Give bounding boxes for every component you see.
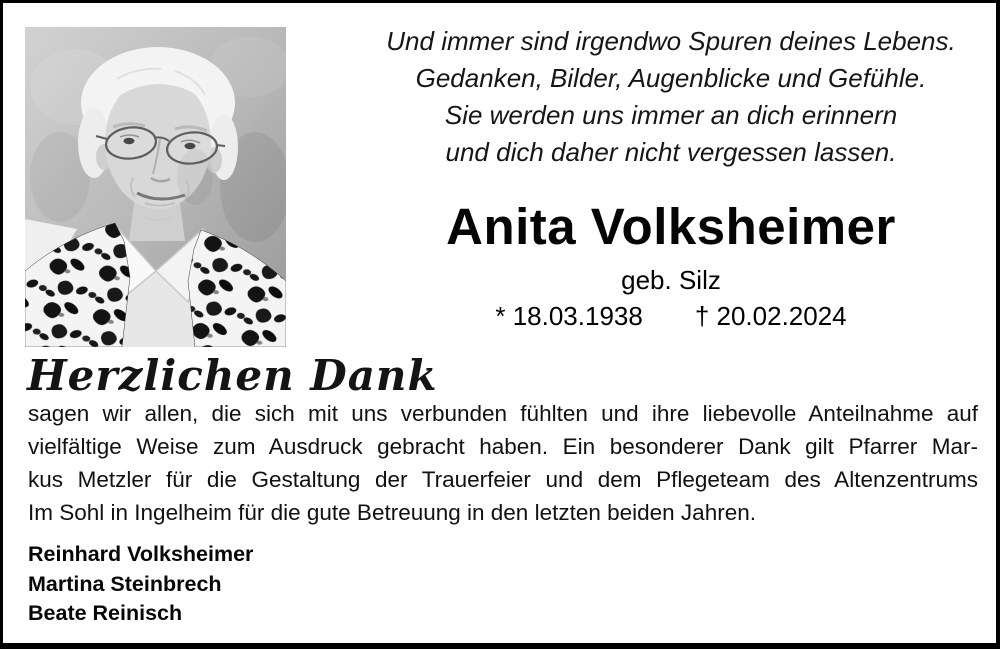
maiden-name: geb. Silz	[621, 265, 721, 295]
poem-line: und dich daher nicht vergessen lassen.	[445, 137, 897, 167]
mourners-list	[28, 540, 253, 629]
portrait-photo-art	[25, 27, 286, 347]
death-date: † 20.02.2024	[694, 301, 847, 331]
portrait-photo	[25, 27, 286, 347]
poem-line: Gedanken, Bilder, Augenblicke und Gefühle.	[415, 63, 927, 93]
body-line: sagen wir allen, die sich mit uns verbunden fühlten und ihre liebevolle Anteilnahme auf	[28, 401, 978, 426]
thanks-paragraph	[28, 397, 978, 529]
poem-line: Sie werden uns immer an dich erinnern	[444, 100, 898, 130]
mourner-name: Reinhard Volksheimer	[28, 542, 254, 566]
thanks-heading: Herzlichen Dank	[27, 351, 438, 400]
mourner-name: Beate Reinisch	[28, 601, 183, 625]
deceased-name: Anita Volksheimer	[446, 198, 896, 255]
body-line: vielfältige Weise zum Ausdruck gebracht haben. Ein besonderer Dank gilt Pfarrer Mar-	[28, 434, 978, 459]
body-line: kus Metzler für die Gestaltung der Trauerfeier und dem Pflegeteam des Altenzentrums	[28, 467, 978, 492]
mourner-name: Martina Steinbrech	[28, 571, 222, 596]
body-line: Im Sohl in Ingelheim für die gute Betreuung in den letzten beiden Jahren.	[28, 500, 756, 525]
poem-line: Und immer sind irgendwo Spuren deines Lebens.	[386, 26, 956, 56]
life-dates	[339, 301, 1000, 332]
memorial-poem	[339, 23, 1000, 171]
birth-date: * 18.03.1938	[495, 301, 643, 331]
memorial-header	[339, 23, 1000, 332]
